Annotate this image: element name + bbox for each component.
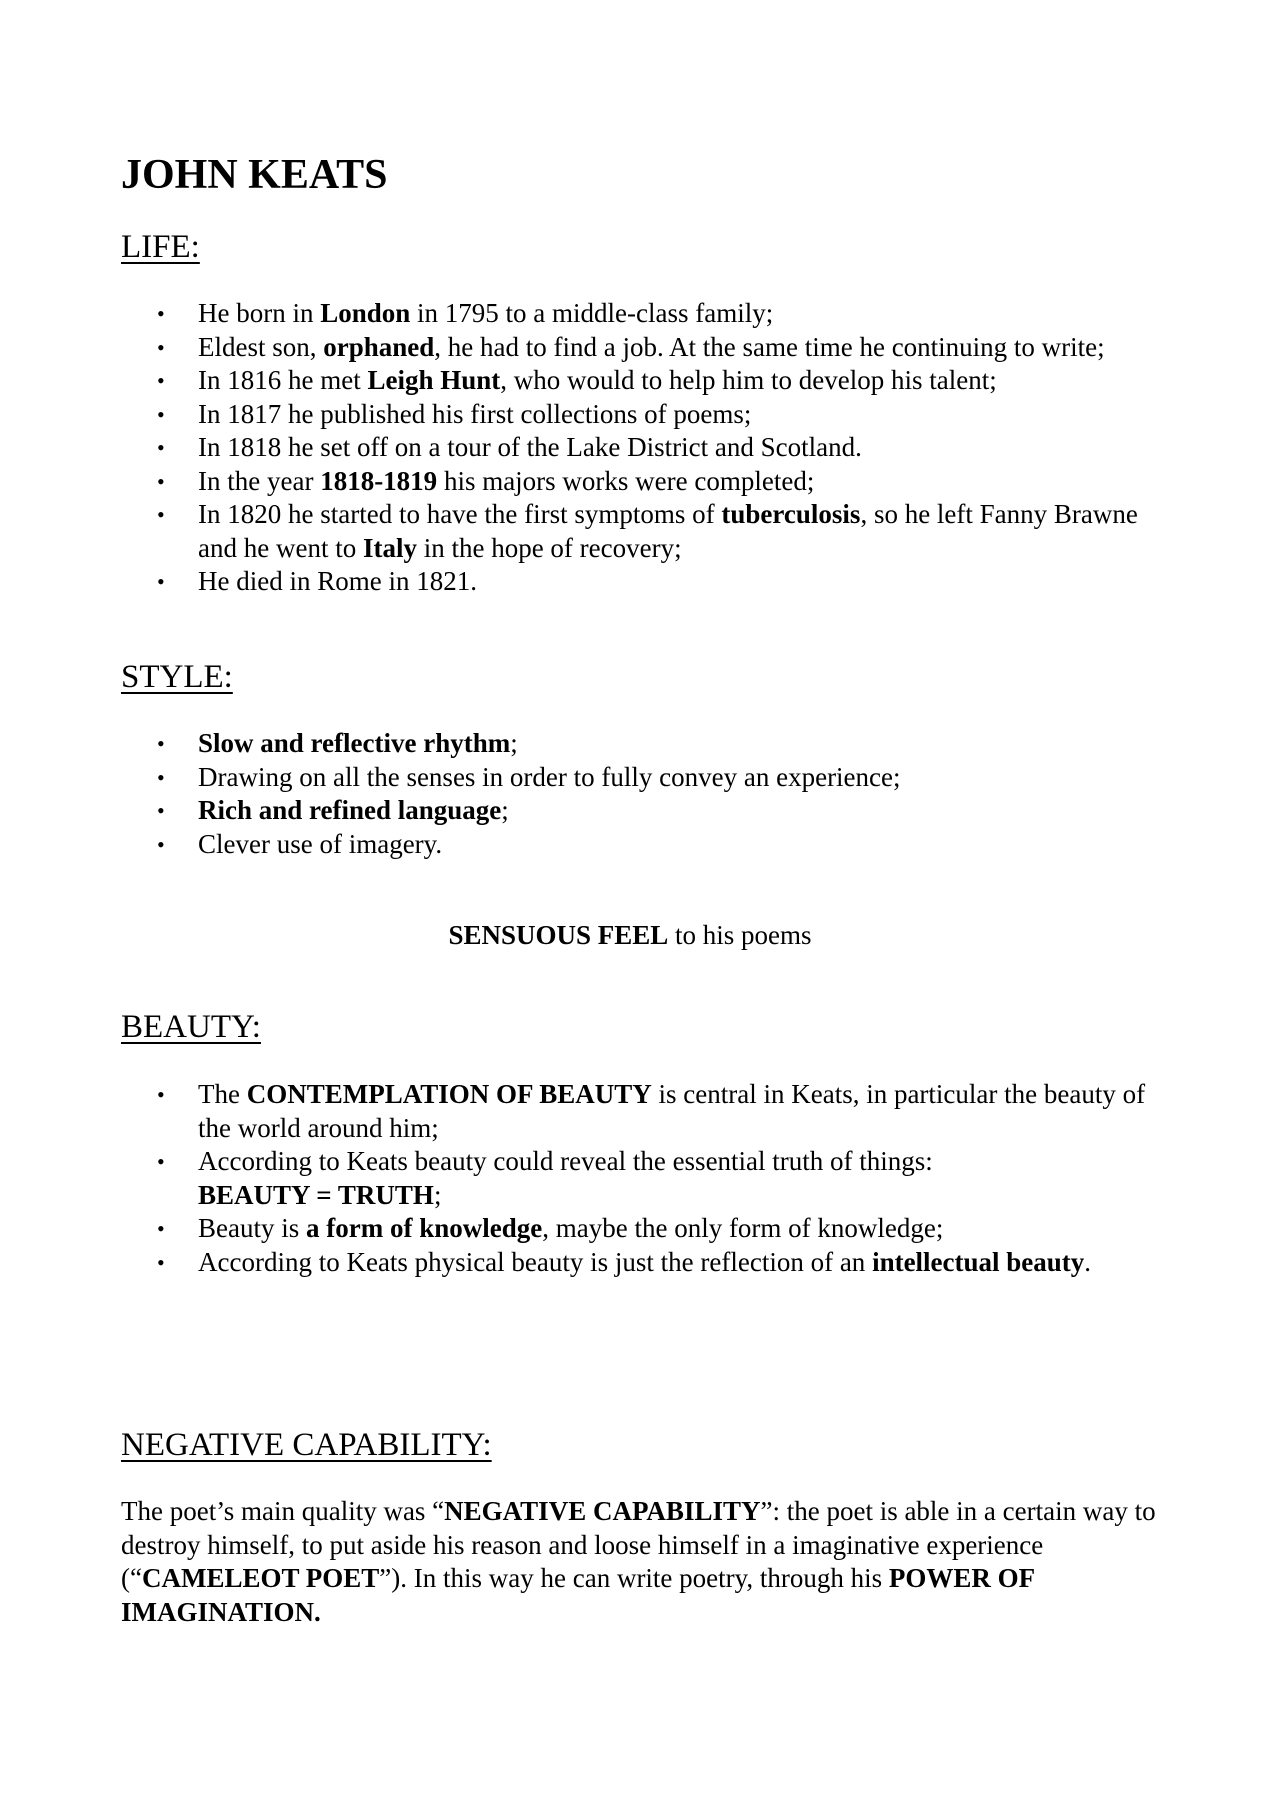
- style-heading: STYLE:: [121, 659, 233, 695]
- bold-text: intellectual beauty: [872, 1246, 1085, 1277]
- negative-capability-heading: NEGATIVE CAPABILITY:: [121, 1427, 492, 1463]
- text-run: He died in Rome in 1821.: [198, 566, 477, 596]
- text-run: ”: the poet is able in a certain way to destroy himself, to put aside his reason and loose himself in a imaginative experience (“: [121, 1496, 1156, 1593]
- bold-text: POWER OF IMAGINATION.: [121, 1563, 1035, 1627]
- text-run: In 1817 he published his first collections of poems;: [198, 398, 752, 429]
- list-item: [0, 828, 1160, 862]
- list-item: [0, 465, 1160, 499]
- list-item: [0, 297, 1160, 331]
- text-run: Clever use of imagery.: [198, 828, 443, 859]
- beauty-list: [0, 1078, 1160, 1279]
- style-list: [0, 727, 1160, 861]
- text-run: In the year: [198, 465, 321, 496]
- text-run: in 1795 to a middle-class family;: [410, 298, 774, 328]
- bold-text: BEAUTY = TRUTH: [198, 1179, 434, 1210]
- life-heading: LIFE:: [121, 229, 200, 265]
- text-run: ”). In this way he can write poetry, through his: [379, 1563, 889, 1593]
- text-run: , maybe the only form of knowledge;: [542, 1213, 944, 1243]
- text-run: to his poems: [668, 920, 812, 950]
- negative-capability-paragraph: [121, 1495, 1161, 1629]
- text-run: , he had to find a job. At the same time he continuing to write;: [434, 331, 1105, 362]
- bold-text: London: [320, 298, 411, 328]
- text-run: Beauty is: [198, 1213, 306, 1243]
- bold-text: Italy: [362, 532, 417, 563]
- list-item: [0, 1145, 1160, 1212]
- text-run: ;: [510, 728, 518, 758]
- bold-text: NEGATIVE CAPABILITY: [444, 1496, 761, 1526]
- style-summary: [0, 918, 1260, 952]
- list-item: [0, 431, 1160, 465]
- text-run: The: [198, 1079, 247, 1109]
- list-item: [0, 1212, 1160, 1246]
- text-run: ;: [433, 1179, 442, 1210]
- text-run: In 1816 he met: [198, 365, 368, 395]
- bold-text: CAMELEOT POET: [141, 1563, 380, 1593]
- list-item: [0, 1078, 1160, 1145]
- list-item: [0, 1246, 1160, 1280]
- list-item: [0, 364, 1160, 398]
- bold-text: orphaned: [323, 331, 435, 362]
- text-run: his majors works were completed;: [437, 465, 815, 496]
- bold-text: SENSUOUS FEEL: [448, 920, 669, 950]
- bold-text: a form of knowledge: [306, 1213, 543, 1243]
- text-run: .: [1084, 1246, 1092, 1277]
- text-run: According to Keats beauty could reveal the essential truth of things:: [198, 1146, 933, 1176]
- list-item: [0, 331, 1160, 365]
- list-item: [0, 794, 1160, 828]
- bold-text: tuberculosis: [721, 499, 861, 529]
- text-run: According to Keats physical beauty is just the reflection of an: [198, 1246, 873, 1277]
- text-run: is central in Keats, in particular the beauty of the world around him;: [198, 1079, 1146, 1143]
- text-run: , so he left Fanny Brawne and he went to: [198, 499, 1138, 563]
- bold-text: Slow and reflective rhythm: [198, 728, 511, 758]
- life-list: [0, 297, 1160, 599]
- bold-text: 1818-1819: [320, 465, 438, 496]
- text-run: The poet’s main quality was “: [121, 1496, 445, 1526]
- text-run: ;: [501, 795, 509, 825]
- text-run: Drawing on all the senses in order to fully convey an experience;: [198, 761, 901, 792]
- list-item: [0, 565, 1160, 599]
- document-title: JOHN KEATS: [121, 152, 388, 198]
- text-run: , who would to help him to develop his talent;: [500, 365, 997, 395]
- text-run: in the hope of recovery;: [416, 532, 682, 563]
- bold-text: CONTEMPLATION OF BEAUTY: [246, 1079, 652, 1109]
- text-run: In 1820 he started to have the first symptoms of: [198, 499, 722, 529]
- list-item: [0, 727, 1160, 761]
- text-run: In 1818 he set off on a tour of the Lake District and Scotland.: [198, 432, 862, 462]
- list-item: [0, 398, 1160, 432]
- list-item: [0, 761, 1160, 795]
- bold-text: Leigh Hunt: [367, 365, 501, 395]
- beauty-heading: BEAUTY:: [121, 1009, 261, 1045]
- bold-text: Rich and refined language: [198, 795, 502, 825]
- list-item: [0, 498, 1160, 565]
- text-run: Eldest son,: [198, 331, 324, 362]
- text-run: He born in: [198, 298, 321, 328]
